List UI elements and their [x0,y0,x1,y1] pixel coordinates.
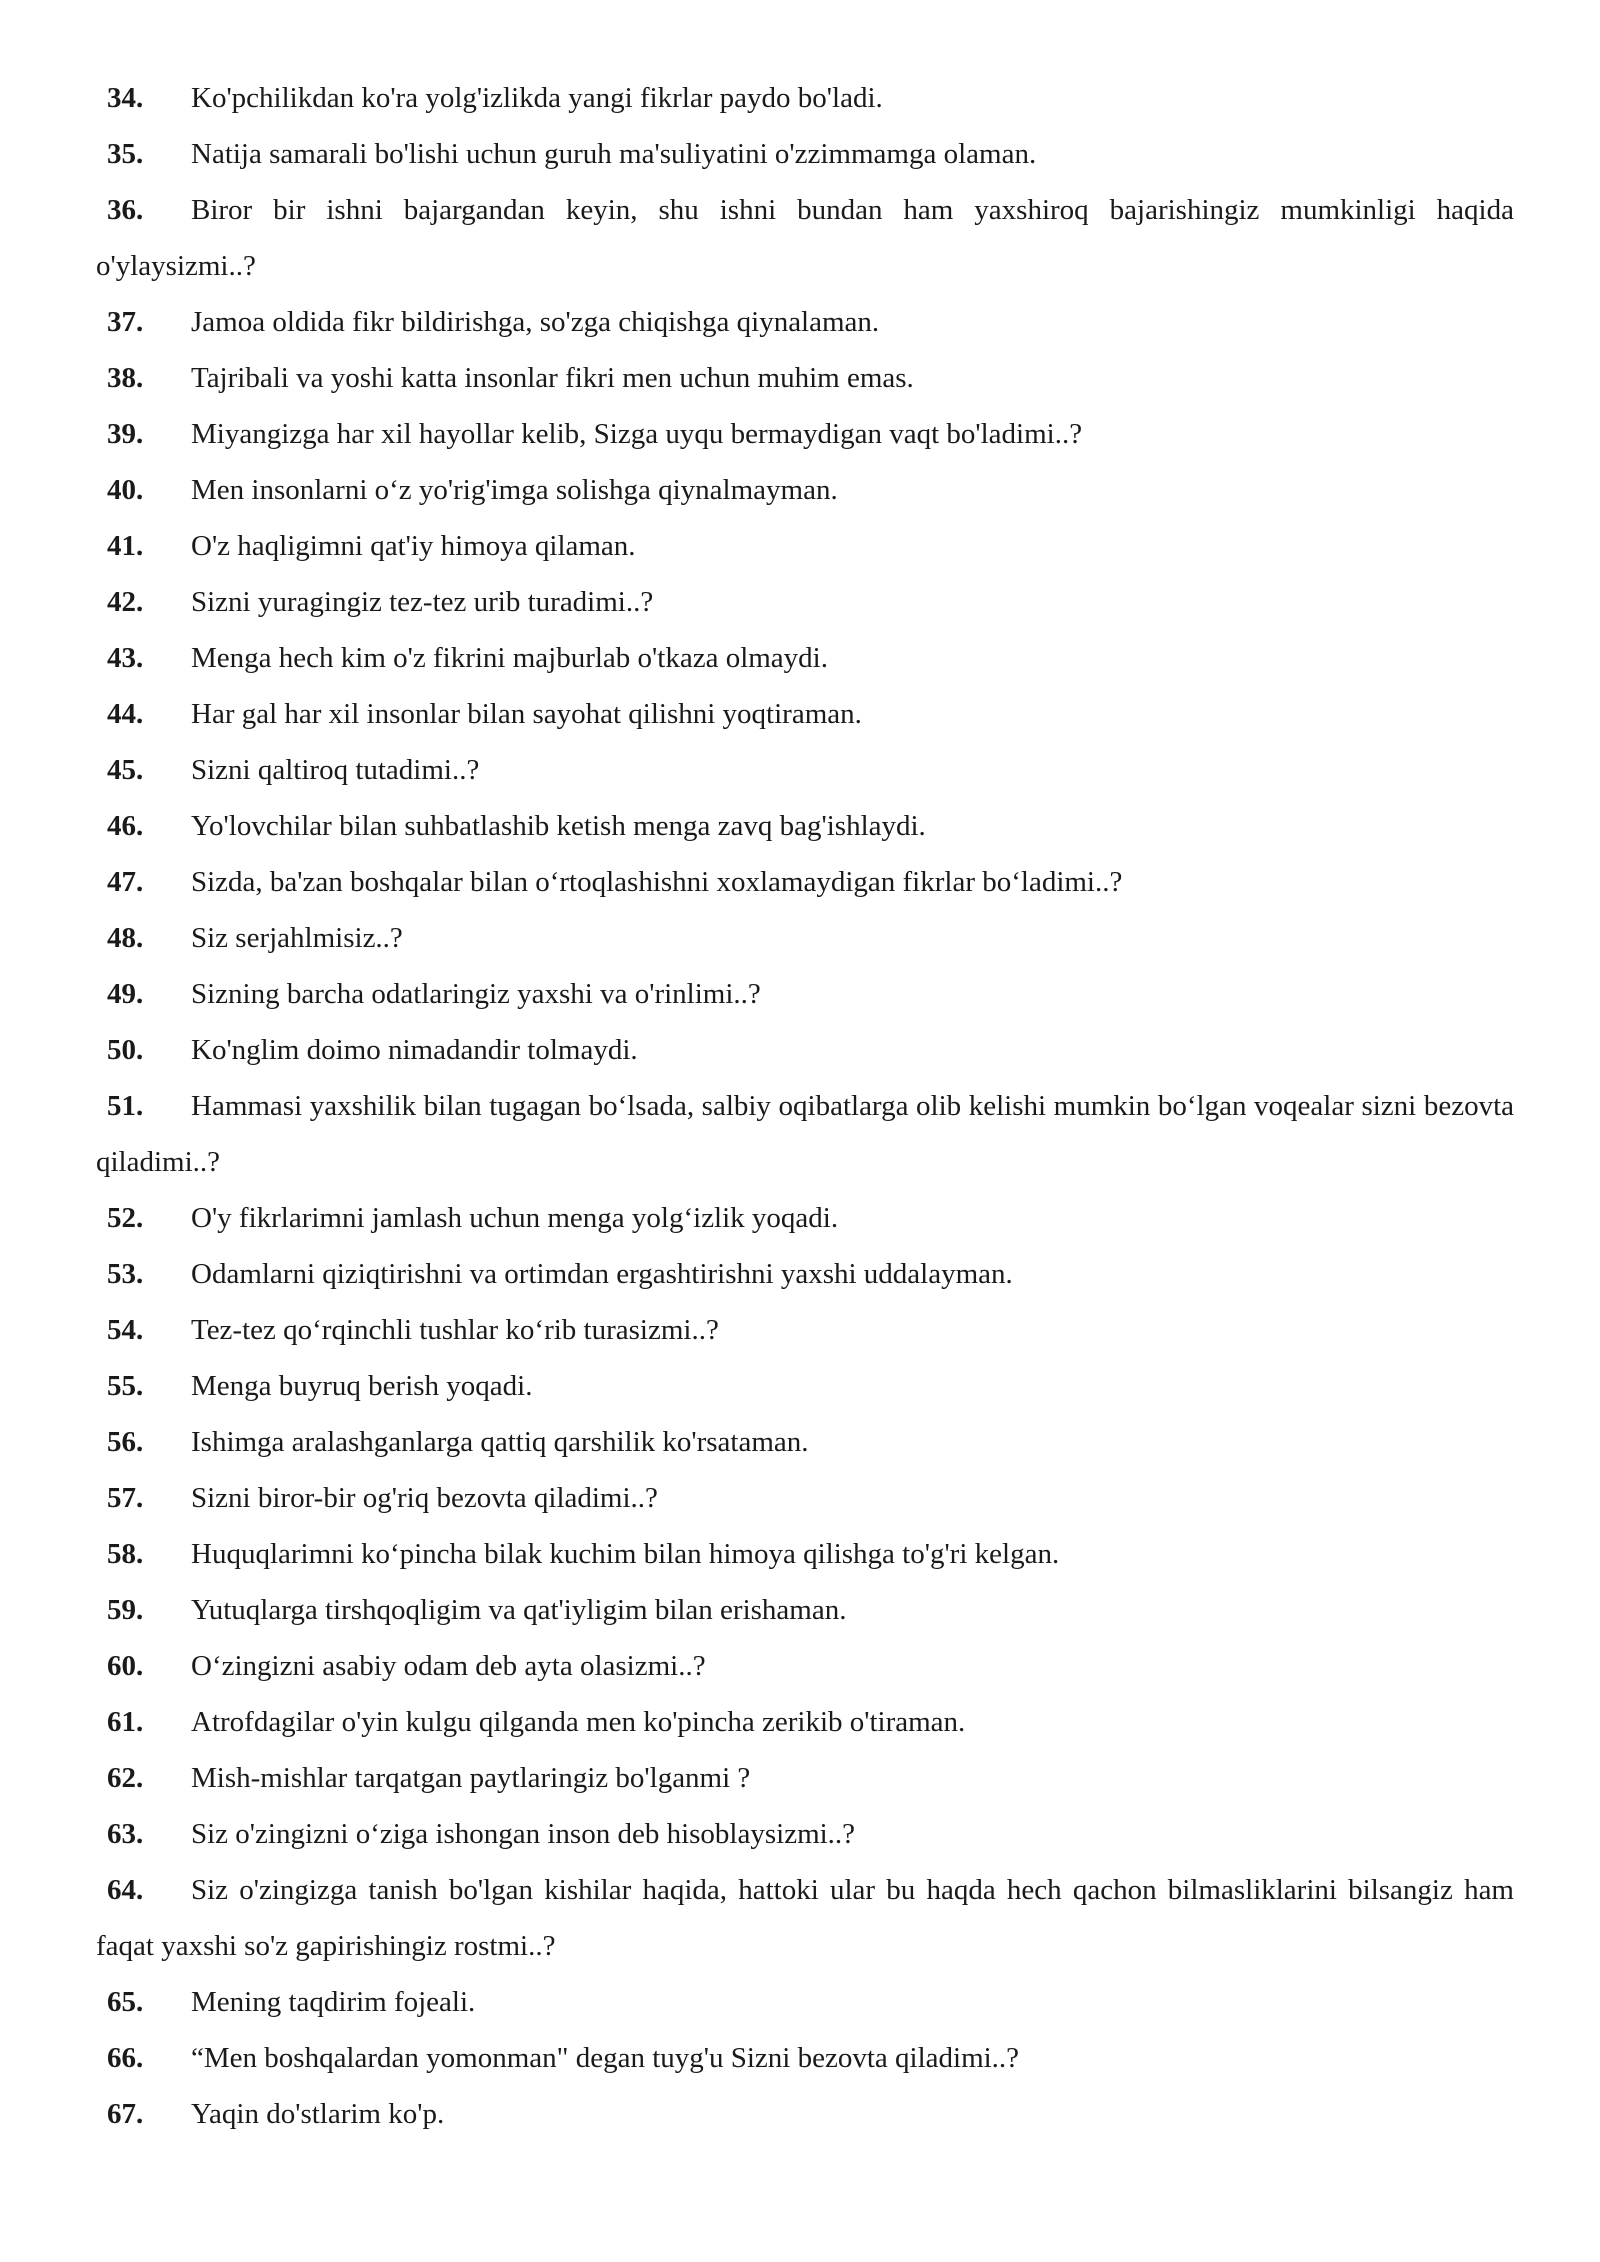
list-item [96,798,1514,854]
item-number: 38. [107,362,144,394]
list-item [96,70,1514,126]
item-number: 41. [107,530,144,562]
list-item [96,910,1514,966]
item-text: Sizda, ba'zan boshqalar bilan o‘rtoqlashishni xoxlamaydigan fikrlar bo‘ladimi..? [191,866,1123,898]
item-text: Har gal har xil insonlar bilan sayohat qilishni yoqtiraman. [191,698,862,730]
item-number: 52. [107,1202,144,1234]
item-text: Sizning barcha odatlaringiz yaxshi va o'rinlimi..? [191,978,761,1010]
item-text: Siz o'zingizga tanish bo'lgan kishilar haqida, hattoki ular bu haqda hech qachon bilmasliklarini bilsangiz ham faqat yaxshi so'z gapirishingiz rostmi..? [96,1874,1514,1962]
item-text: Tez-tez qo‘rqinchli tushlar ko‘rib turasizmi..? [191,1314,719,1346]
list-item [96,1470,1514,1526]
item-number: 34. [107,82,144,114]
item-number: 51. [107,1090,144,1122]
item-text: Sizni qaltiroq tutadimi..? [191,754,480,786]
item-text: Biror bir ishni bajargandan keyin, shu ishni bundan ham yaxshiroq bajarishingiz mumkinligi haqida o'ylaysizmi..? [96,194,1514,282]
item-number: 43. [107,642,144,674]
item-number: 45. [107,754,144,786]
item-number: 35. [107,138,144,170]
item-number: 37. [107,306,144,338]
item-text: Odamlarni qiziqtirishni va ortimdan ergashtirishni yaxshi uddalayman. [191,1258,1013,1290]
list-item [96,854,1514,910]
item-number: 56. [107,1426,144,1458]
item-text: Yo'lovchilar bilan suhbatlashib ketish menga zavq bag'ishlaydi. [191,810,926,842]
item-number: 60. [107,1650,144,1682]
list-item [96,294,1514,350]
item-number: 55. [107,1370,144,1402]
list-item [96,1694,1514,1750]
list-item [96,1022,1514,1078]
list-item [96,1414,1514,1470]
item-text: Siz o'zingizni o‘ziga ishongan inson deb hisoblaysizmi..? [191,1818,856,1850]
list-item [96,630,1514,686]
item-text: Sizni biror-bir og'riq bezovta qiladimi..? [191,1482,658,1514]
item-number: 64. [107,1874,144,1906]
item-number: 66. [107,2042,144,2074]
item-number: 49. [107,978,144,1010]
item-number: 40. [107,474,144,506]
item-text: O'z haqligimni qat'iy himoya qilaman. [191,530,636,562]
list-item [96,182,1514,294]
item-text: O‘zingizni asabiy odam deb ayta olasizmi..? [191,1650,706,1682]
item-text: Sizni yuragingiz tez-tez urib turadimi..? [191,586,654,618]
item-number: 46. [107,810,144,842]
item-text: “Men boshqalardan yomonman" degan tuyg'u Sizni bezovta qiladimi..? [191,2042,1020,2074]
list-item [96,686,1514,742]
list-item [96,2030,1514,2086]
item-number: 54. [107,1314,144,1346]
item-number: 62. [107,1762,144,1794]
item-number: 39. [107,418,144,450]
item-number: 61. [107,1706,144,1738]
item-text: Hammasi yaxshilik bilan tugagan bo‘lsada, salbiy oqibatlarga olib kelishi mumkin bo‘lgan voqealar sizni bezovta qiladimi..? [96,1090,1514,1178]
item-text: Yutuqlarga tirshqoqligim va qat'iyligim bilan erishaman. [191,1594,847,1626]
item-number: 65. [107,1986,144,2018]
item-text: Yaqin do'stlarim ko'p. [191,2098,445,2130]
list-item [96,742,1514,798]
item-text: Mish-mishlar tarqatgan paytlaringiz bo'lganmi ? [191,1762,751,1794]
item-text: Men insonlarni o‘z yo'rig'imga solishga qiynalmayman. [191,474,838,506]
list-item [96,350,1514,406]
list-item [96,966,1514,1022]
list-item [96,2086,1514,2142]
list-item [96,1974,1514,2030]
item-text: Miyangizga har xil hayollar kelib, Sizga uyqu bermaydigan vaqt bo'ladimi..? [191,418,1083,450]
item-text: Ko'pchilikdan ko'ra yolg'izlikda yangi fikrlar paydo bo'ladi. [191,82,883,114]
list-item [96,1358,1514,1414]
item-number: 58. [107,1538,144,1570]
item-text: Atrofdagilar o'yin kulgu qilganda men ko'pincha zerikib o'tiraman. [191,1706,966,1738]
item-text: Mening taqdirim fojeali. [191,1986,476,2018]
item-text: O'y fikrlarimni jamlash uchun menga yolg‘izlik yoqadi. [191,1202,839,1234]
list-item [96,574,1514,630]
item-number: 47. [107,866,144,898]
list-item [96,1302,1514,1358]
item-text: Menga buyruq berish yoqadi. [191,1370,533,1402]
item-text: Tajribali va yoshi katta insonlar fikri men uchun muhim emas. [191,362,914,394]
item-number: 42. [107,586,144,618]
item-text: Ko'nglim doimo nimadandir tolmaydi. [191,1034,638,1066]
item-text: Huquqlarimni ko‘pincha bilak kuchim bilan himoya qilishga to'g'ri kelgan. [191,1538,1060,1570]
item-number: 63. [107,1818,144,1850]
question-list [96,70,1514,2142]
item-number: 48. [107,922,144,954]
list-item [96,406,1514,462]
list-item [96,126,1514,182]
list-item [96,1638,1514,1694]
item-number: 67. [107,2098,144,2130]
item-text: Siz serjahlmisiz..? [191,922,403,954]
list-item [96,1750,1514,1806]
list-item [96,1862,1514,1974]
list-item [96,1190,1514,1246]
list-item [96,1526,1514,1582]
item-text: Menga hech kim o'z fikrini majburlab o'tkaza olmaydi. [191,642,828,674]
item-text: Jamoa oldida fikr bildirishga, so'zga chiqishga qiynalaman. [191,306,880,338]
item-number: 50. [107,1034,144,1066]
list-item [96,1246,1514,1302]
item-number: 53. [107,1258,144,1290]
item-number: 36. [107,194,144,226]
item-text: Natija samarali bo'lishi uchun guruh ma'suliyatini o'zzimmamga olaman. [191,138,1037,170]
list-item [96,1582,1514,1638]
list-item [96,462,1514,518]
list-item [96,518,1514,574]
item-number: 59. [107,1594,144,1626]
item-number: 44. [107,698,144,730]
item-text: Ishimga aralashganlarga qattiq qarshilik ko'rsataman. [191,1426,809,1458]
list-item [96,1806,1514,1862]
list-item [96,1078,1514,1190]
item-number: 57. [107,1482,144,1514]
